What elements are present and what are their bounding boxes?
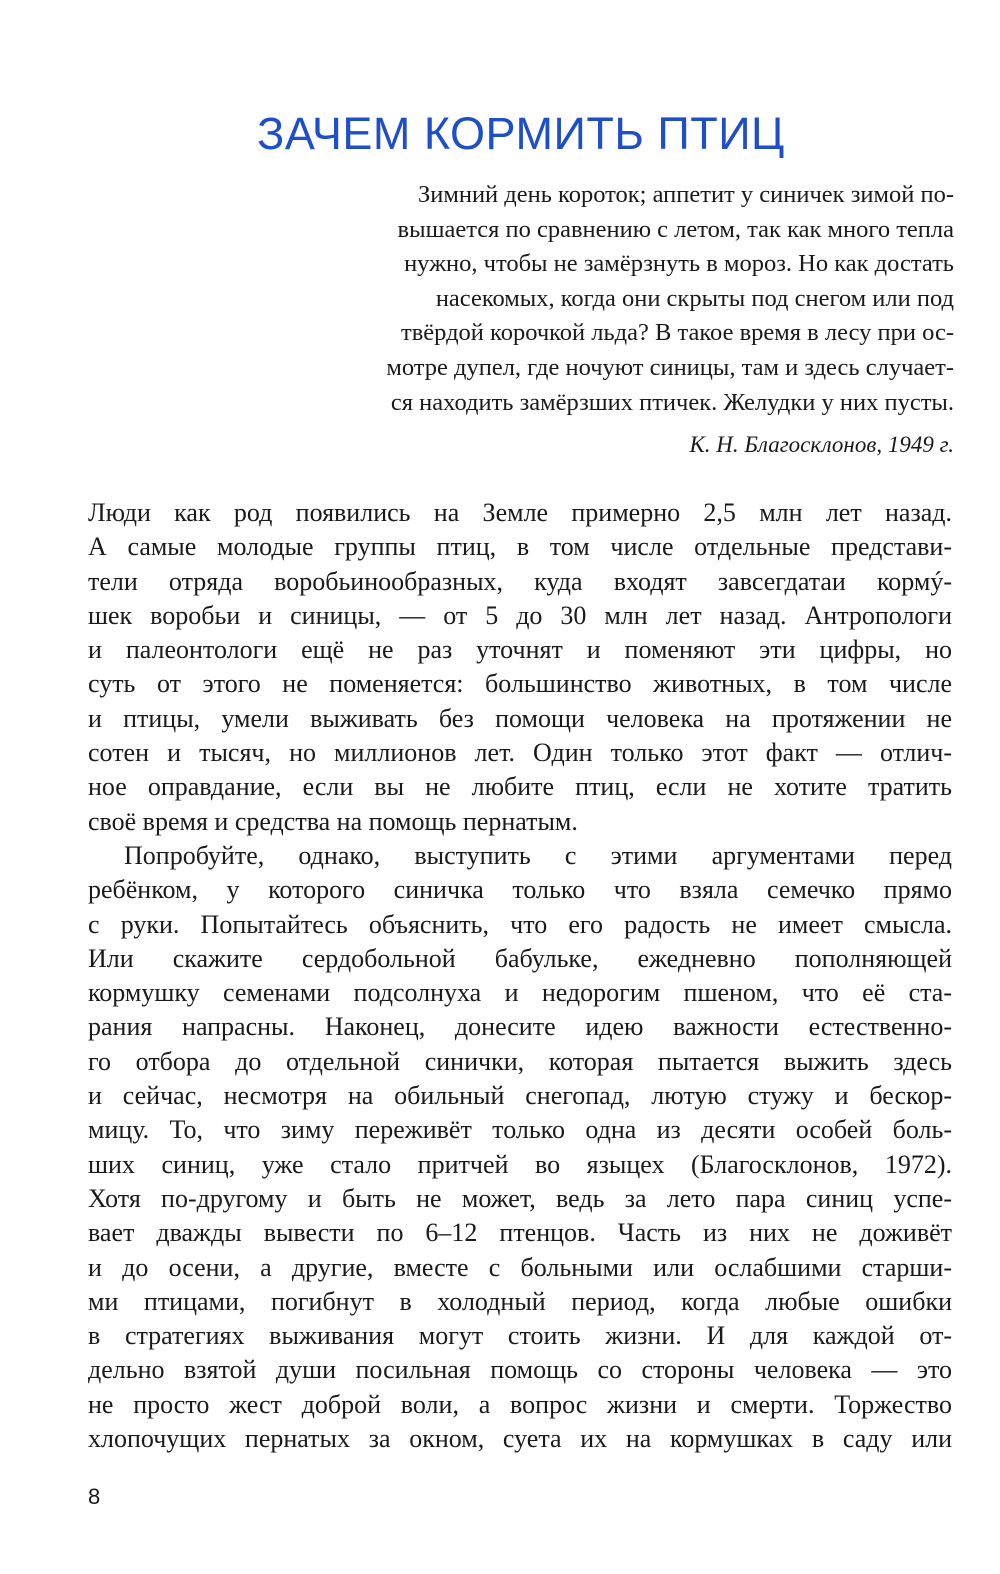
epigraph-attribution: К. Н. Благосклонов, 1949 г. [689,432,954,457]
body-line: и сейчас, несмотря на обильный снегопад, лютую стужу и бескор- [88,1081,952,1111]
body-line: кормушку семенами подсолнуха и недорогим пшеном, что её ста- [88,978,952,1008]
body-line: мицу. То, что зиму переживёт только одна из десяти особей боль- [88,1115,952,1145]
body-line: А самые молодые группы птиц, в том числе отдельные представи- [88,532,952,562]
epigraph-line: твёрдой корочкой льда? В такое время в лесу при ос- [401,319,954,347]
epigraph-line: Зимний день короток; аппетит у синичек зимой по- [417,181,954,208]
body-line: ших синиц, уже стало притчей во языцех (Благосклонов, 1972). [88,1149,952,1179]
body-line: ребёнком, у которого синичка только что взяла семечко прямо [88,875,952,905]
epigraph [290,178,954,420]
chapter-title: ЗАЧЕМ КОРМИТЬ ПТИЦ [257,108,785,159]
body-line: не просто жест доброй воли, а вопрос жизни и смерти. Торжество [88,1389,952,1419]
epigraph-line: мотре дупел, где ночуют синицы, там и здесь случает- [386,353,954,381]
epigraph-line: ся находить замёрзших птичек. Желудки у них пусты. [390,388,954,416]
body-line: ми птицами, погибнут в холодный период, когда любые ошибки [88,1286,952,1316]
body-line: вает дважды вывести по 6–12 птенцов. Часть из них не доживёт [88,1218,952,1248]
page-number: 8 [88,1484,101,1509]
body-line: в стратегиях выживания могут стоить жизни. И для каждой от- [88,1321,952,1351]
body-line: го отбора до отдельной синички, которая пытается выжить здесь [88,1046,952,1076]
body-line: дельно взятой души посильная помощь со стороны человека — это [88,1355,952,1385]
body-line: суть от этого не поменяется: большинство животных, в том числе [88,669,952,699]
body-line: Попробуйте, однако, выступить с этими аргументами перед [124,840,952,870]
body-line: своё время и средства на помощь пернатым. [88,806,578,836]
body-line: и до осени, а другие, вместе с больными или ослабшими старши- [88,1252,952,1282]
body-line: шек воробьи и синицы, — от 5 до 30 млн лет назад. Антропологи [88,600,952,630]
body-line: Люди как род появились на Земле примерно 2,5 млн лет назад. [88,498,952,527]
body-line: Или скажите сердобольной бабульке, ежедневно пополняющей [88,943,952,973]
body-line: хлопочущих пернатых за окном, суета их на кормушках в саду или [88,1424,952,1454]
epigraph-line: нужно, чтобы не замёрзнуть в мороз. Но как достать [404,250,954,278]
epigraph-line: насекомых, когда они скрыты под снегом или под [435,284,954,312]
body-line: ное оправдание, если вы не любите птиц, если не хотите тратить [88,772,952,802]
body-line: и палеонтологи ещё не раз уточнят и поменяют эти цифры, но [88,635,952,665]
body-line: тели отряда воробьинообразных, куда входят завсегдатаи кормý- [88,566,952,596]
body-line: Хотя по-другому и быть не может, ведь за лето пара синиц успе- [88,1183,952,1213]
body-line: сотен и тысяч, но миллионов лет. Один только этот факт — отлич- [88,738,952,768]
body-text [88,496,952,1456]
body-line: с руки. Попытайтесь объяснить, что его радость не имеет смысла. [88,909,952,939]
body-line: и птицы, умели выживать без помощи человека на протяжении не [88,703,952,733]
body-line: рания напрасны. Наконец, донесите идею важности естественно- [88,1012,952,1042]
epigraph-line: вышается по сравнению с летом, так как много тепла [397,215,954,243]
